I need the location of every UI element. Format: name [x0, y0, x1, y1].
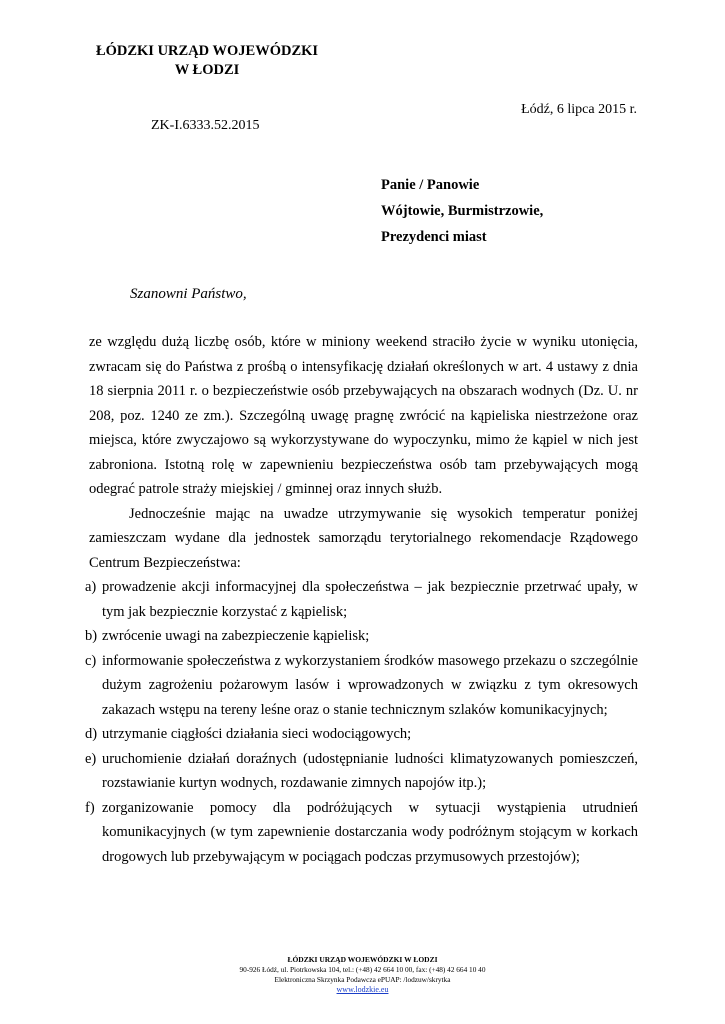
list-item	[85, 649, 638, 723]
list-item-text: utrzymanie ciągłości działania sieci wodociągowych;	[102, 726, 412, 742]
recipient-line: Panie / Panowie	[381, 177, 480, 193]
recommendations-list	[85, 575, 638, 869]
footer-epuap: Elektroniczna Skrzynka Podawcza ePUAP: /lodzuw/skrytka	[274, 975, 451, 984]
recipient-line: Prezydenci miast	[381, 229, 487, 245]
office-city: W ŁODZI	[174, 62, 240, 78]
list-marker: b)	[85, 628, 98, 644]
list-item	[85, 796, 638, 870]
list-marker: a)	[85, 579, 97, 595]
list-item-text: informowanie społeczeństwa z wykorzystaniem środków masowego przekazu o szczególnie dużym zagrożeniu pożarowym lasów i wprowadzonych w związku z tym okresowych zakazach wstępu na tereny leśne oraz o stanie technicznym szlaków komunikacyjnych;	[102, 652, 638, 718]
list-item-text: uruchomienie działań doraźnych (udostępnianie ludności klimatyzowanych pomieszczeń, rozstawianie kurtyn wodnych, rozdawanie zimnych napojów itp.);	[102, 750, 638, 791]
letter-body	[85, 330, 638, 869]
list-marker: c)	[85, 652, 97, 669]
office-name: ŁÓDZKI URZĄD WOJEWÓDZKI	[95, 43, 319, 59]
office-header	[92, 42, 322, 80]
website-link[interactable]: www.lodzkie.eu	[336, 985, 389, 994]
footer-address: 90-926 Łódź, ul. Piotrkowska 104, tel.: (+48) 42 664 10 00, fax: (+48) 42 664 10 40	[239, 965, 486, 974]
list-marker: d)	[85, 726, 98, 742]
list-item-text: zorganizowanie pomocy dla podróżujących w sytuacji wystąpienia utrudnień komunikacyjnych (w tym zapewnienie dostarczania wody podróżnym stojącym w korkach drogowych lub przebywającym w pociągach podczas przymusowych przestojów);	[102, 799, 638, 865]
recipient-line: Wójtowie, Burmistrzowie,	[381, 203, 544, 219]
footer	[0, 955, 725, 995]
list-item-text: prowadzenie akcji informacyjnej dla społeczeństwa – jak bezpiecznie przetrwać upały, w tym jak bezpiecznie korzystać z kąpielisk;	[102, 579, 638, 620]
paragraph-1: ze względu dużą liczbę osób, które w miniony weekend straciło życie w wyniku utonięcia, zwracam się do Państwa z prośbą o intensyfikację działań określonych w art. 4 ustawy z dnia 18 sierpnia 2011 r. o bezpieczeństwie osób przebywających na obszarach wodnych (Dz. U. nr 208, poz. 1240 ze zm.). Szczególną uwagę pragnę zwrócić na kąpieliska niestrzeżone oraz miejsca, które zwyczajowo są wykorzystywane do wypoczynku, mimo że kąpiel w nich jest zabroniona. Istotną rolę w zapewnieniu bezpieczeństwa osób tam przebywających mogą odegrać patrole straży miejskiej / gminnej oraz innych służb.	[89, 334, 638, 497]
salutation: Szanowni Państwo,	[130, 286, 247, 302]
reference-number: ZK-I.6333.52.2015	[151, 118, 260, 133]
list-item-text: zwrócenie uwagi na zabezpieczenie kąpielisk;	[102, 628, 370, 644]
letter-date: Łódź, 6 lipca 2015 r.	[521, 102, 637, 117]
list-marker: e)	[85, 750, 97, 767]
list-item	[85, 722, 638, 747]
list-item	[85, 747, 638, 796]
list-item	[85, 575, 638, 624]
list-item	[85, 624, 638, 649]
list-marker: f)	[85, 799, 95, 816]
footer-title: ŁÓDZKI URZĄD WOJEWÓDZKI W ŁODZI	[287, 955, 438, 964]
paragraph-2: Jednocześnie mając na uwadze utrzymywanie się wysokich temperatur poniżej zamieszczam wydane dla jednostek samorządu terytorialnego rekomendacje Rządowego Centrum Bezpieczeństwa:	[89, 505, 638, 571]
recipients-block	[381, 176, 543, 254]
